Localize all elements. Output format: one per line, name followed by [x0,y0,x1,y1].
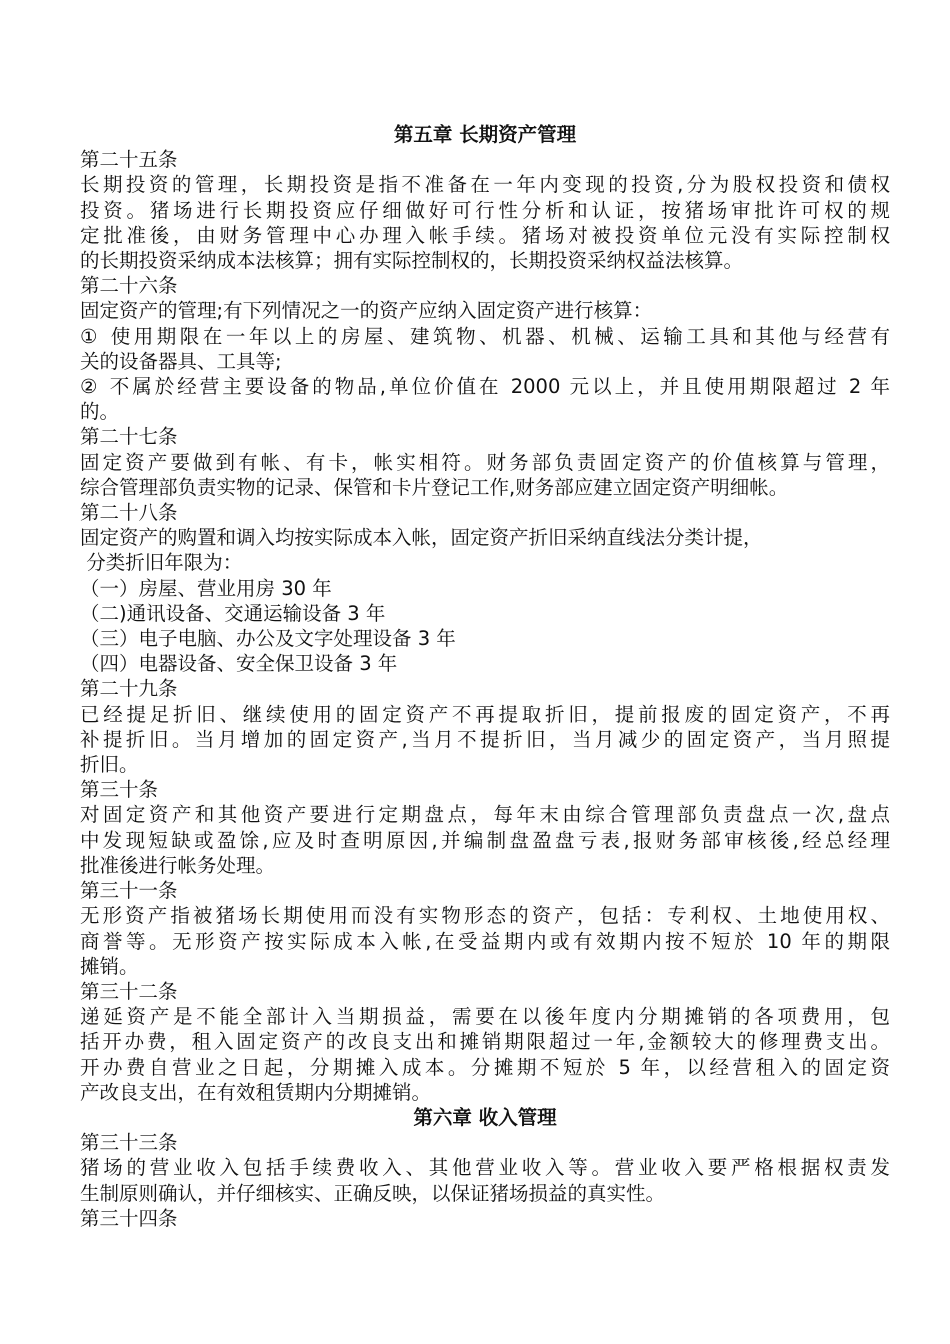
list-item-line: （三）电子电脑、办公及文字处理设备 3 年 [80,627,456,651]
paragraph-line: 开办费自营业之日起，分期摊入成本。分摊期不短於 5 年，以经营租入的固定资 [80,1055,890,1079]
paragraph-line: 固定资产的购置和调入均按实际成本入帐，固定资产折旧采纳直线法分类计提， [80,526,763,550]
paragraph-line: 商誉等。无形资产按实际成本入帐,在受益期内或有效期内按不短於 10 年的期限 [80,929,890,953]
article-heading: 第二十五条 [80,148,178,172]
list-item-line: 关的设备器具、工具等; [80,349,282,373]
paragraph-line: 固定资产要做到有帐、有卡，帐实相符。财务部负责固定资产的价值核算与管理， [80,450,890,474]
document-page [80,122,890,1231]
paragraph-line: 固定资产的管理;有下列情况之一的资产应纳入固定资产进行核算： [80,299,653,323]
paragraph-line: 综合管理部负责实物的记录、保管和卡片登记工作,财务部应建立固定资产明细帐。 [80,475,789,499]
paragraph-line: 长期投资的管理，长期投资是指不准备在一年内变现的投资,分为股权投资和债权 [80,173,890,197]
chapter-title: 第五章 长期资产管理 [393,123,577,146]
paragraph-line: 中发现短缺或盈馀,应及时查明原因,并编制盘盈盘亏表,报财务部审核後,经总经理 [80,828,890,852]
paragraph-line: 已经提足折旧、继续使用的固定资产不再提取折旧，提前报废的固定资产，不再 [80,702,890,726]
paragraph-line: 生制原则确认，并仔细核实、正确反映，以保证猪场损益的真实性。 [80,1181,666,1205]
paragraph-line: 摊销。 [80,954,139,978]
list-item-line: ① 使用期限在一年以上的房屋、建筑物、机器、机械、运输工具和其他与经营有 [80,324,890,348]
list-item-line: 的。 [80,400,120,424]
paragraph-line: 对固定资产和其他资产要进行定期盘点，每年末由综合管理部负责盘点一次,盘点 [80,803,890,827]
list-item-line: ② 不属於经营主要设备的物品,单位价值在 2000 元以上，并且使用期限超过 2 年 [80,375,890,399]
list-item-line: （二)通讯设备、交通运输设备 3 年 [80,601,386,625]
article-heading: 第二十九条 [80,677,178,701]
paragraph-line: 的长期投资采纳成本法核算；拥有实际控制权的，长期投资采纳权益法核算。 [80,249,744,273]
paragraph-line: 批准後进行帐务处理。 [80,853,276,877]
article-heading: 第二十六条 [80,274,178,298]
article-heading: 第三十二条 [80,979,178,1003]
paragraph-line: 投资。猪场进行长期投资应仔细做好可行性分析和认证，按猪场审批许可权的规 [80,198,890,222]
article-heading: 第三十三条 [80,1131,178,1155]
paragraph-line: 猪场的营业收入包括手续费收入、其他营业收入等。营业收入要严格根据权责发 [80,1156,890,1180]
paragraph-line: 无形资产指被猪场长期使用而没有实物形态的资产，包括：专利权、土地使用权、 [80,904,890,928]
article-heading: 第三十条 [80,778,159,802]
article-heading: 第二十七条 [80,425,178,449]
chapter-title: 第六章 收入管理 [413,1105,557,1129]
list-item-line: （一）房屋、营业用房 30 年 [80,576,332,600]
paragraph-line: 产改良支出，在有效租赁期内分期摊销。 [80,1080,432,1104]
paragraph-line: 定批准後，由财务管理中心办理入帐手续。猪场对被投资单位元没有实际控制权 [80,223,890,247]
paragraph-line: 折旧。 [80,753,139,777]
article-heading: 第三十四条 [80,1206,178,1230]
paragraph-line: 补提折旧。当月增加的固定资产,当月不提折旧，当月减少的固定资产，当月照提 [80,727,890,751]
article-heading: 第二十八条 [80,501,178,525]
article-heading: 第三十一条 [80,879,178,903]
paragraph-line: 递延资产是不能全部计入当期损益，需要在以後年度内分期摊销的各项费用，包 [80,1005,890,1029]
paragraph-line: 分类折旧年限为： [80,551,243,575]
list-item-line: （四）电器设备、安全保卫设备 3 年 [80,652,398,676]
paragraph-line: 括开办费，租入固定资产的改良支出和摊销期限超过一年,金额较大的修理费支出。 [80,1030,890,1054]
